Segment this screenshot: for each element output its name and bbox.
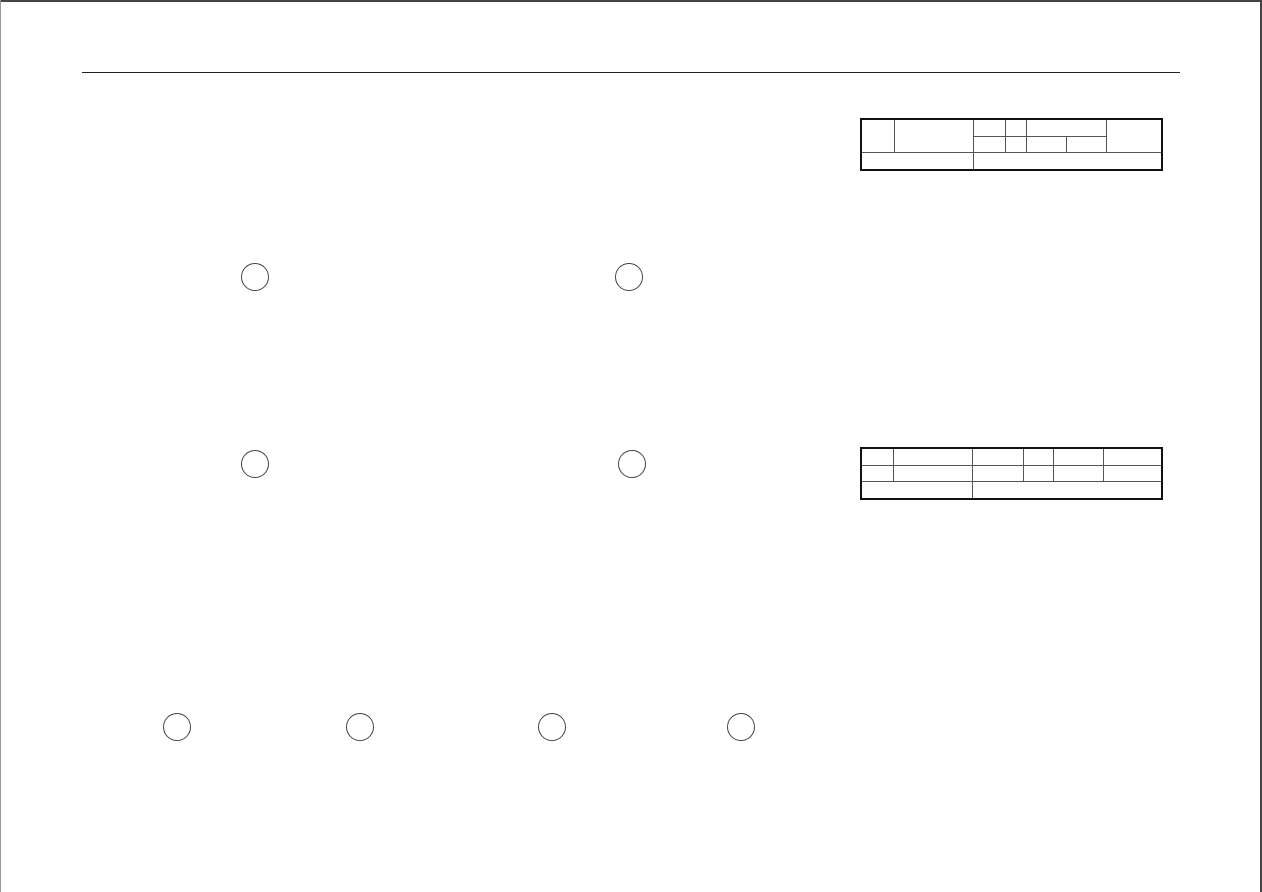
- bolt-grade: [894, 465, 972, 482]
- part-mark-107: [241, 450, 272, 478]
- bolt-note: [1103, 465, 1162, 482]
- bolt-header-weight: [1054, 448, 1104, 465]
- bolt-header-spec: [972, 448, 1024, 465]
- part-number-circle: [618, 450, 646, 478]
- header-length-unit: [974, 136, 1006, 153]
- part-number-circle: [727, 713, 755, 741]
- bolt-no: [861, 465, 894, 482]
- part-mark-106: [241, 263, 272, 291]
- parts-total-value: [974, 153, 1162, 170]
- bolt-spec: [972, 465, 1024, 482]
- parts-table: [860, 118, 1163, 171]
- header-spec: [894, 119, 974, 153]
- bolt-header-grade: [894, 448, 972, 465]
- bolt-header-note: [1103, 448, 1162, 465]
- part-number-circle: [241, 263, 269, 291]
- part-mark-104: [538, 713, 569, 741]
- bolt-weight: [1054, 465, 1104, 482]
- header-no: [861, 119, 894, 153]
- bolt-header-qty: [1024, 448, 1054, 465]
- header-unit-weight: [1026, 136, 1066, 153]
- header-note: [1107, 119, 1162, 153]
- header-subtotal: [1066, 136, 1106, 153]
- bolt-qty: [1024, 465, 1054, 482]
- part-number-circle: [538, 713, 566, 741]
- header-qty-2: [1006, 136, 1026, 153]
- header-qty: [1006, 119, 1026, 136]
- part-number-circle: [163, 713, 191, 741]
- header-weight: [1026, 119, 1107, 136]
- part-number-circle: [346, 713, 374, 741]
- header-length: [974, 119, 1006, 136]
- part-mark-108: [615, 263, 646, 291]
- parts-total-label: [861, 153, 974, 170]
- part-mark-109: [618, 450, 649, 478]
- part-mark-103: [346, 713, 377, 741]
- part-number-circle: [241, 450, 269, 478]
- part-mark-102: [163, 713, 194, 741]
- bolt-table: [860, 447, 1163, 500]
- bolt-total-value: [972, 482, 1162, 499]
- part-mark-105: [727, 713, 758, 741]
- bolt-header-no: [861, 448, 894, 465]
- bolt-total-label: [861, 482, 972, 499]
- part-number-circle: [615, 263, 643, 291]
